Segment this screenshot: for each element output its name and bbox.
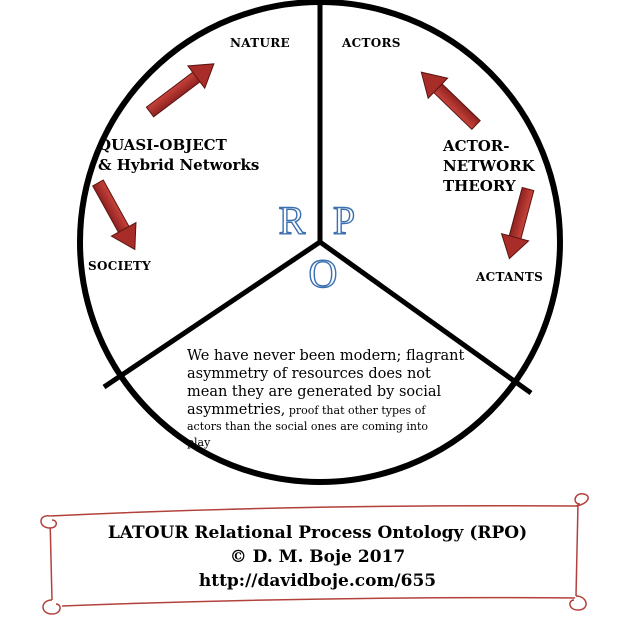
- label-nature: NATURE: [230, 36, 290, 50]
- label-actants: ACTANTS: [476, 270, 544, 284]
- label-ant-line3: THEORY: [443, 177, 516, 195]
- quote-line4-small: proof that other types of: [285, 404, 426, 417]
- label-quasi-object: [98, 135, 259, 175]
- banner-copyright: © D. M. Boje 2017: [229, 547, 406, 567]
- label-actors: ACTORS: [342, 36, 401, 50]
- label-quasi-object-line2: & Hybrid Networks: [98, 156, 260, 174]
- quote-line6: play: [187, 436, 211, 449]
- label-quasi-object-line1: QUASI-OBJECT: [98, 136, 227, 154]
- label-ant-line2: NETWORK: [443, 157, 535, 175]
- quote-line1: We have never been modern; flagrant: [187, 348, 465, 364]
- quote-line2: asymmetry of resources does not: [187, 366, 431, 382]
- letter-r: R: [278, 198, 306, 243]
- quote-line4-main: asymmetries,: [187, 402, 286, 418]
- banner-url: http://davidboje.com/655: [198, 571, 437, 591]
- letter-o: O: [308, 251, 338, 296]
- banner-title: LATOUR Relational Process Ontology (RPO): [107, 523, 528, 543]
- label-actor-network-theory: [443, 136, 535, 196]
- label-ant-line1: ACTOR-: [443, 137, 510, 155]
- quote-line4: [187, 401, 487, 419]
- label-society: SOCIETY: [88, 259, 152, 273]
- quote-line5: actors than the social ones are coming into: [187, 420, 429, 433]
- banner-text: [55, 521, 580, 593]
- letter-p: P: [332, 198, 356, 243]
- latour-quote: [187, 347, 487, 451]
- quote-line3: mean they are generated by social: [187, 384, 442, 400]
